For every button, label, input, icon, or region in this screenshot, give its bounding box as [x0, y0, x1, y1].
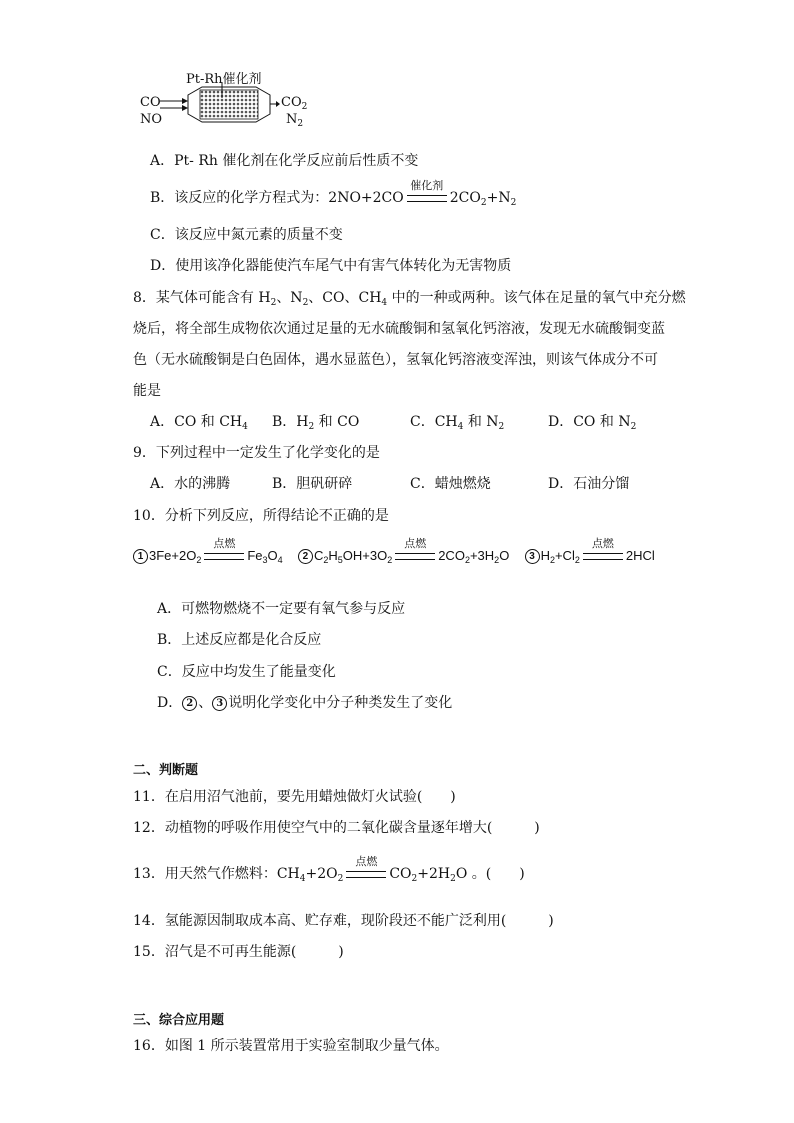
q15: 15．沼气是不可再生能源( ): [133, 944, 344, 960]
q8-option-a: A．CO 和 $CH_4$: [150, 414, 248, 432]
q13: 13．用天然气作燃料：$CH_4+2O_2$ 点燃 $CO_2+2H_2O$ 。( ): [133, 855, 525, 884]
section-2-title: 二、判断题: [133, 763, 199, 778]
reaction-1: 1 $3Fe+2O_2$ 点燃 $Fe_3O_4$: [133, 548, 283, 563]
outlet-co2-label: $CO_2$: [281, 95, 308, 112]
q8-stem-line1: 8．某气体可能含有 $H_2$、$N_2$、CO、$CH_4$ 中的一种或两种。该气体在足量的氧气中充分燃: [133, 290, 686, 308]
q10-stem: 10．分析下列反应，所得结论不正确的是: [133, 508, 389, 524]
q11: 11．在启用沼气池前，要先用蜡烛做灯火试验( ): [133, 789, 456, 805]
q10-option-c: C．反应中均发生了能量变化: [157, 664, 336, 680]
q8-stem-line3: 色（无水硫酸铜是白色固体，遇水显蓝色），氢氧化钙溶液变浑浊，则该气体成分不可: [133, 352, 658, 368]
q7-option-c: C．该反应中氮元素的质量不变: [150, 227, 343, 243]
q10-option-d: D． 2 、 3 说明化学变化中分子种类发生了变化: [157, 695, 453, 711]
q16: 16．如图 1 所示装置常用于实验室制取少量气体。: [133, 1038, 449, 1054]
q9-option-b: B．胆矾研碎: [272, 476, 353, 492]
reaction-3: 3 $H_2+Cl_2$ 点燃 2HCl: [525, 548, 655, 563]
q8-option-d: D．CO 和 $N_2$: [548, 414, 637, 432]
q9-stem: 9．下列过程中一定发生了化学变化的是: [133, 445, 380, 461]
q8-stem-line2: 烧后，将全部生成物依次通过足量的无水硫酸铜和氢氧化钙溶液，发现无水硫酸铜变蓝: [133, 321, 665, 337]
q8-option-c: C．$CH_4$ 和 $N_2$: [410, 414, 505, 432]
catalyst-label: Pt-Rh催化剂: [186, 72, 262, 87]
q7-option-d: D．使用该净化器能使汽车尾气中有害气体转化为无害物质: [150, 258, 512, 274]
q12: 12．动植物的呼吸作用使空气中的二氧化碳含量逐年增大( ): [133, 820, 540, 836]
q10-option-a: A．可燃物燃烧不一定要有氧气参与反应: [157, 601, 406, 617]
outlet-n2-label: $N_2$: [286, 112, 304, 129]
q14: 14．氢能源因制取成本高、贮存难，现阶段还不能广泛利用( ): [133, 913, 554, 929]
q10-reactions: [133, 538, 655, 565]
q9-option-a: A．水的沸腾: [150, 476, 231, 492]
q7-option-a: A．Pt- Rh 催化剂在化学反应前后性质不变: [150, 153, 419, 169]
q9-option-c: C．蜡烛燃烧: [410, 476, 491, 492]
q8-option-b: B．$H_2$ 和 CO: [272, 414, 360, 432]
q9-option-d: D．石油分馏: [548, 476, 630, 492]
section-3-title: 三、综合应用题: [133, 1013, 225, 1028]
q10-option-b: B．上述反应都是化合反应: [157, 632, 322, 648]
inlet-no-label: NO: [140, 112, 163, 127]
q8-stem-line4: 能是: [133, 383, 161, 399]
reaction-2: 2 $C_2H_5OH+3O_2$ 点燃 $2CO_2+3H_2O$: [298, 548, 509, 563]
q7-option-b: B．该反应的化学方程式为：2NO+2CO 催化剂 $2CO_2+N_2$: [150, 179, 517, 208]
converter-body-icon: [160, 82, 280, 128]
inlet-co-label: CO: [140, 95, 161, 110]
